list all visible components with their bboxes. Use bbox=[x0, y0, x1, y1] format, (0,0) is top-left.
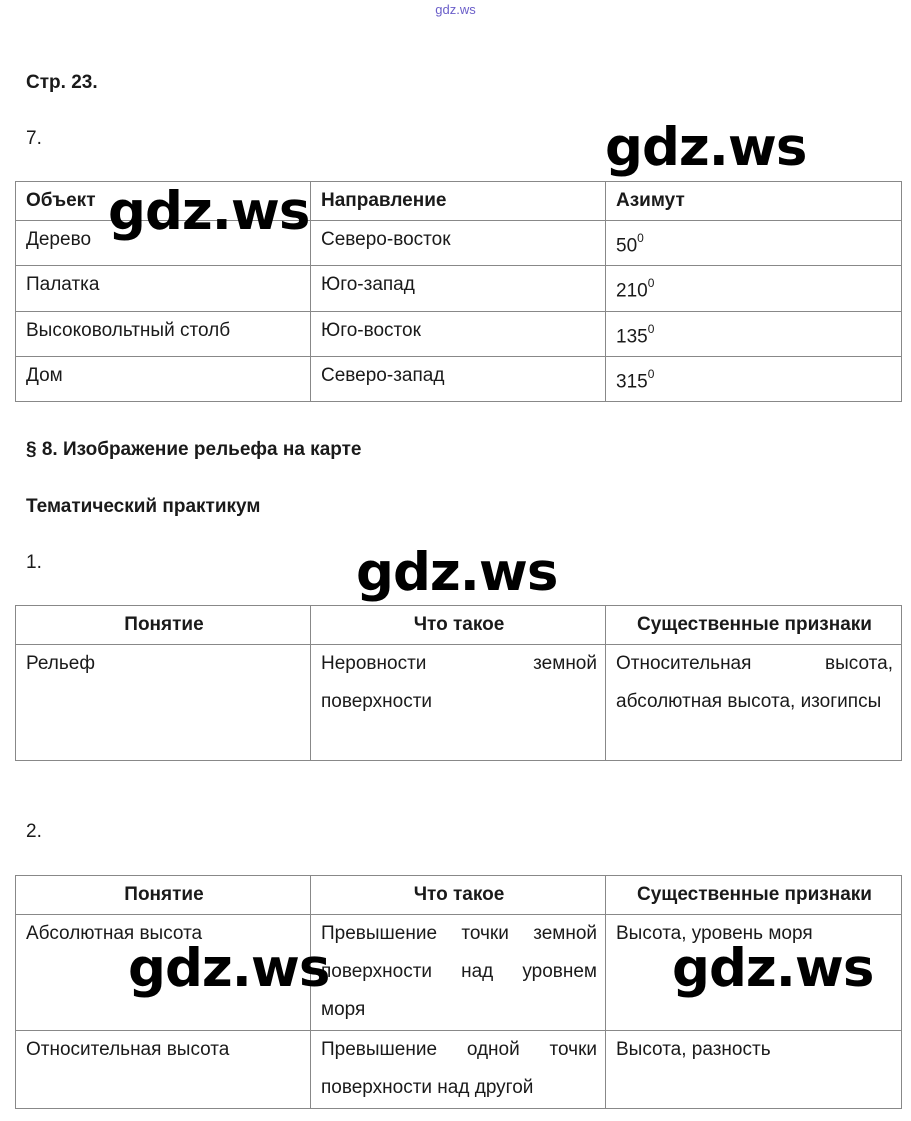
table-row bbox=[16, 645, 902, 761]
azimuth-cell: $50^0$ bbox=[606, 221, 902, 266]
page-label: Стр. 23. bbox=[26, 72, 98, 93]
direction-cell: Северо-запад bbox=[311, 356, 606, 401]
relief-table bbox=[15, 605, 902, 761]
table-row bbox=[16, 356, 902, 401]
table-header-row bbox=[16, 876, 902, 915]
concept-cell: Относительная высота bbox=[16, 1031, 311, 1109]
watermark: gdz.ws bbox=[672, 938, 874, 999]
object-cell: Высоковольтный столб bbox=[16, 311, 311, 356]
degree-mark: 0 bbox=[637, 231, 644, 245]
watermark: gdz.ws bbox=[128, 938, 330, 999]
header-definition: Что такое bbox=[311, 606, 606, 645]
azimuth-cell: $210^0$ bbox=[606, 266, 902, 311]
header-object: Объект bbox=[16, 182, 311, 221]
header-concept: Понятие bbox=[16, 606, 311, 645]
site-label: gdz.ws bbox=[435, 2, 476, 17]
direction-cell: Юго-запад bbox=[311, 266, 606, 311]
object-cell: Палатка bbox=[16, 266, 311, 311]
degree-mark: 0 bbox=[647, 321, 655, 336]
features-cell: Высота, уровень моря bbox=[606, 915, 902, 1031]
section-title: § 8. Изображение рельефа на карте bbox=[26, 439, 362, 460]
concept-cell: Рельеф bbox=[16, 645, 311, 761]
azimuth-cell: $315^0$ bbox=[606, 356, 902, 401]
header-definition: Что такое bbox=[311, 876, 606, 915]
subsection-title: Тематический практикум bbox=[26, 496, 261, 517]
watermark: gdz.ws bbox=[108, 181, 310, 242]
header-direction: Направление bbox=[311, 182, 606, 221]
watermark: gdz.ws bbox=[356, 542, 558, 603]
direction-cell: Северо-восток bbox=[311, 221, 606, 266]
header-concept: Понятие bbox=[16, 876, 311, 915]
degree-mark: 0 bbox=[647, 366, 655, 381]
header-features: Существенные признаки bbox=[606, 606, 902, 645]
definition-cell: Превышение одной точки поверхности над другой bbox=[311, 1031, 606, 1109]
concept-cell: Абсолютная высота bbox=[16, 915, 311, 1031]
task-7-number: 7. bbox=[26, 128, 42, 149]
object-cell: Дерево bbox=[16, 221, 311, 266]
header-features: Существенные признаки bbox=[606, 876, 902, 915]
table-header-row bbox=[16, 606, 902, 645]
header-azimuth: Азимут bbox=[606, 182, 902, 221]
table-row bbox=[16, 311, 902, 356]
table-row bbox=[16, 1031, 902, 1109]
degree-mark: 0 bbox=[647, 276, 655, 291]
features-cell: Относительная высота, абсолютная высота, изогипсы bbox=[606, 645, 902, 761]
features-cell: Высота, разность bbox=[606, 1031, 902, 1109]
object-cell: Дом bbox=[16, 356, 311, 401]
definition-cell: Превышение точки земной поверхности над уровнем моря bbox=[311, 915, 606, 1031]
task-2-number: 2. bbox=[26, 821, 42, 842]
azimuth-cell: $135^0$ bbox=[606, 311, 902, 356]
table-row bbox=[16, 266, 902, 311]
task-1-number: 1. bbox=[26, 552, 42, 573]
definition-cell: Неровности земной поверхности bbox=[311, 645, 606, 761]
direction-cell: Юго-восток bbox=[311, 311, 606, 356]
watermark: gdz.ws bbox=[605, 117, 807, 178]
